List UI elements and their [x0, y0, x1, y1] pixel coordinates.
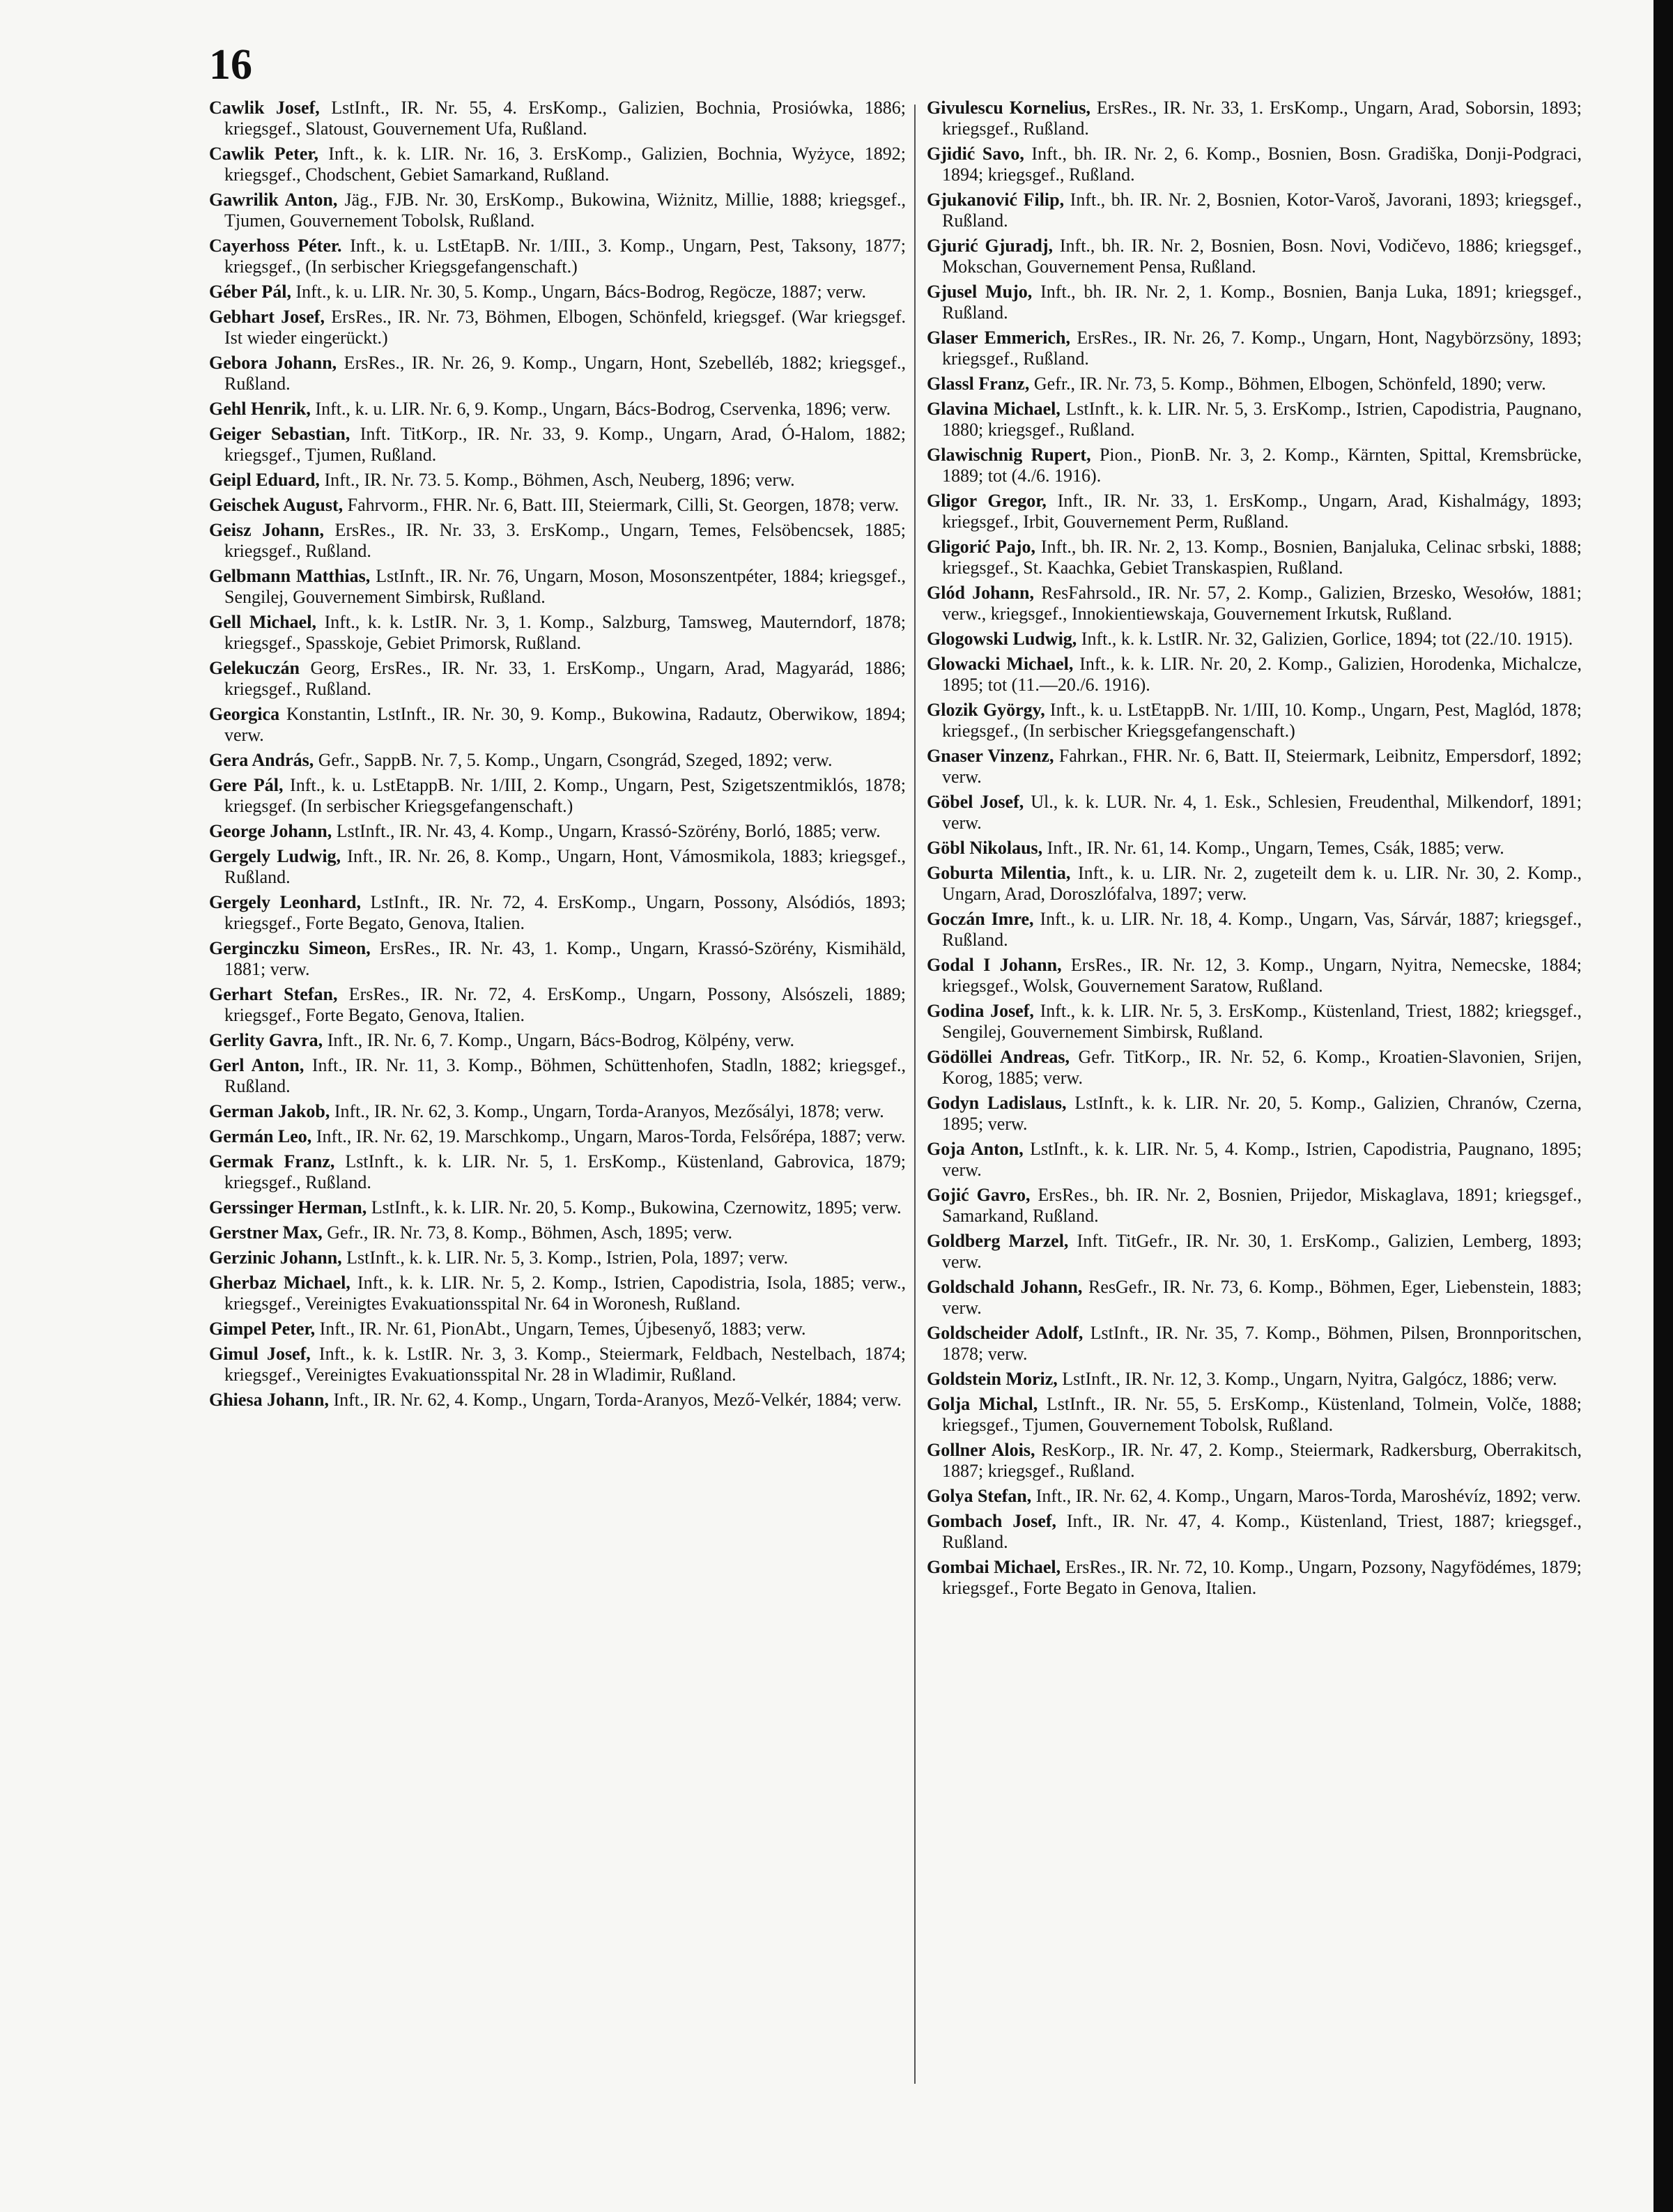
entry-details: Inft., k. u. LIR. Nr. 6, 9. Komp., Ungarn, Bács-Bodrog, Cservenka, 1896; verw. [310, 399, 891, 419]
entry-details: Inft., bh. IR. Nr. 2, 6. Komp., Bosnien, Bosn. Gradiška, Donji-Podgraci, 1894; kriegsgef., Rußland. [942, 144, 1582, 185]
entry-details: Inft., k. u. LstEtappB. Nr. 1/III, 2. Komp., Ungarn, Pest, Szigetszentmiklós, 1878; kriegsgef. (In serbischer Kriegsgefangenschaft.) [224, 775, 906, 816]
register-entry [927, 374, 1582, 394]
entry-name: Godina Josef, [927, 1001, 1034, 1021]
entry-details: Inft., k. u. LstEtappB. Nr. 1/III, 10. Komp., Ungarn, Pest, Maglód, 1878; kriegsgef., (In serbischer Kriegsgefangenschaft.) [942, 700, 1582, 741]
entry-details: LstInft., IR. Nr. 35, 7. Komp., Böhmen, Pilsen, Bronnporitschen, 1878; verw. [942, 1323, 1582, 1364]
register-entry [209, 846, 906, 888]
page-number: 16 [209, 41, 252, 89]
register-entry [927, 792, 1582, 834]
column-divider [914, 105, 916, 2084]
entry-details: LstInft., IR. Nr. 76, Ungarn, Moson, Mosonszentpéter, 1884; kriegsgef., Sengilej, Gouvernement Simbirsk, Rußland. [224, 566, 906, 607]
entry-details: Inft., k. k. LIR. Nr. 16, 3. ErsKomp., Galizien, Bochnia, Wyżyce, 1892; kriegsgef., Chodschent, Gebiet Samarkand, Rußland. [224, 144, 906, 185]
entry-name: Glassl Franz, [927, 374, 1030, 394]
entry-name: Gödöllei Andreas, [927, 1047, 1070, 1067]
register-entry [927, 399, 1582, 440]
entry-name: Glaser Emmerich, [927, 328, 1071, 348]
entry-name: German Jakob, [209, 1101, 330, 1121]
entry-name: Göbl Nikolaus, [927, 838, 1043, 858]
register-entry [209, 307, 906, 348]
entry-details: Inft., bh. IR. Nr. 2, Bosnien, Kotor-Varoš, Javorani, 1893; kriegsgef., Rußland. [942, 190, 1582, 231]
register-entry [209, 1197, 906, 1218]
register-entry [927, 1093, 1582, 1135]
entry-name: Gerssinger Herman, [209, 1197, 367, 1218]
register-entry [927, 144, 1582, 185]
entry-name: George Johann, [209, 821, 332, 841]
register-entry [927, 98, 1582, 139]
entry-name: Gerzinic Johann, [209, 1247, 342, 1268]
entry-details: Inft., bh. IR. Nr. 2, 13. Komp., Bosnien, Banjaluka, Celinac srbski, 1888; kriegsgef., St. Kaachka, Gebiet Transkaspien, Rußland. [942, 537, 1582, 578]
entry-name: Gjukanović Filip, [927, 190, 1065, 210]
entry-name: Golja Michal, [927, 1394, 1038, 1414]
entry-details: Inft., k. k. LIR. Nr. 5, 3. ErsKomp., Küstenland, Triest, 1882; kriegsgef., Sengilej, Gouvernement Simbirsk, Rußland. [942, 1001, 1582, 1042]
entry-details: Inft., k. k. LIR. Nr. 5, 2. Komp., Istrien, Capodistria, Isola, 1885; verw., kriegsgef., Vereinigtes Evakuationsspital Nr. 64 in Woronesh, Rußland. [224, 1273, 906, 1314]
entry-details: Inft., IR. Nr. 62, 19. Marschkomp., Ungarn, Maros-Torda, Felsőrépa, 1887; verw. [311, 1126, 906, 1146]
entry-name: Geiger Sebastian, [209, 424, 350, 444]
entry-name: Gergely Leonhard, [209, 892, 361, 912]
entry-details: Inft., k. u. LIR. Nr. 2, zugeteilt dem k. u. LIR. Nr. 30, 2. Komp., Ungarn, Arad, Doroszlófalva, 1897; verw. [942, 863, 1582, 904]
entry-details: ResKorp., IR. Nr. 47, 2. Komp., Steiermark, Radkersburg, Oberrakitsch, 1887; kriegsgef., Rußland. [942, 1440, 1582, 1481]
register-entry [209, 495, 906, 516]
entry-name: Geischek August, [209, 495, 344, 515]
entry-name: Gerl Anton, [209, 1055, 304, 1075]
entry-details: LstInft., k. k. LIR. Nr. 5, 3. Komp., Istrien, Pola, 1897; verw. [341, 1247, 788, 1268]
register-entry [209, 399, 906, 420]
entry-details: ErsRes., IR. Nr. 43, 1. Komp., Ungarn, Krassó-Szörény, Kismihäld, 1881; verw. [224, 938, 906, 979]
register-entry [209, 566, 906, 608]
register-entry [927, 1047, 1582, 1089]
entry-details: Inft., k. u. LIR. Nr. 30, 5. Komp., Ungarn, Bács-Bodrog, Regöcze, 1887; verw. [291, 282, 867, 302]
entry-name: Gombai Michael, [927, 1557, 1061, 1577]
right-column [927, 98, 1582, 2119]
register-entry [927, 537, 1582, 578]
entry-name: Goczán Imre, [927, 909, 1034, 929]
register-entry [927, 491, 1582, 532]
register-entry [209, 612, 906, 654]
entry-details: Inft., k. k. LIR. Nr. 20, 2. Komp., Galizien, Horodenka, Michalcze, 1895; tot (11.—20./6. 1916). [942, 654, 1582, 695]
register-entry [209, 704, 906, 746]
entry-name: Gergely Ludwig, [209, 846, 341, 866]
entry-details: Pion., PionB. Nr. 3, 2. Komp., Kärnten, Spittal, Kremsbrücke, 1889; tot (4./6. 1916). [942, 445, 1582, 486]
entry-name: Géber Pál, [209, 282, 291, 302]
entry-name: Cayerhoss Péter. [209, 236, 342, 256]
register-entry [209, 144, 906, 185]
register-entry [209, 1101, 906, 1122]
entry-details: Ul., k. k. LUR. Nr. 4, 1. Esk., Schlesien, Freudenthal, Milkendorf, 1891; verw. [942, 792, 1582, 833]
entry-details: Gefr. TitKorp., IR. Nr. 52, 6. Komp., Kroatien-Slavonien, Srijen, Korog, 1885; verw. [942, 1047, 1582, 1088]
register-entry [209, 470, 906, 491]
register-entry [209, 236, 906, 277]
entry-name: Givulescu Kornelius, [927, 98, 1090, 118]
register-entry [209, 520, 906, 562]
register-entry [927, 1557, 1582, 1599]
entry-details: Inft., IR. Nr. 33, 1. ErsKomp., Ungarn, Arad, Kishalmágy, 1893; kriegsgef., Irbit, Gouvernement Perm, Rußland. [942, 491, 1582, 532]
register-entry [927, 863, 1582, 905]
entry-details: Inft., bh. IR. Nr. 2, Bosnien, Bosn. Novi, Vodičevo, 1886; kriegsgef., Mokschan, Gouvernement Pensa, Rußland. [942, 236, 1582, 277]
entry-name: Gell Michael, [209, 612, 316, 632]
entry-details: ErsRes., bh. IR. Nr. 2, Bosnien, Prijedor, Miskaglava, 1891; kriegsgef., Samarkand, Rußland. [942, 1185, 1582, 1226]
register-entry [927, 445, 1582, 486]
entry-details: ResFahrsold., IR. Nr. 57, 2. Komp., Galizien, Brzesko, Wesołów, 1881; verw., kriegsgef., Innokientiewskaja, Gouvernement Irkutsk, Rußland. [942, 583, 1582, 624]
entry-name: Göbel Josef, [927, 792, 1024, 812]
entry-details: Fahrkan., FHR. Nr. 6, Batt. II, Steiermark, Leibnitz, Empersdorf, 1892; verw. [942, 746, 1582, 787]
entry-name: Gere Pál, [209, 775, 284, 795]
entry-name: Gjurić Gjuradj, [927, 236, 1054, 256]
entry-name: Goldberg Marzel, [927, 1231, 1069, 1251]
entry-details: ErsRes., IR. Nr. 33, 1. ErsKomp., Ungarn, Arad, Soborsin, 1893; kriegsgef., Rußland. [942, 98, 1582, 139]
register-entry [209, 1030, 906, 1051]
entry-name: Gerginczku Simeon, [209, 938, 371, 958]
entry-details: LstInft., IR. Nr. 55, 5. ErsKomp., Küstenland, Tolmein, Volče, 1888; kriegsgef., Tjumen, Gouvernement Tobolsk, Rußland. [942, 1394, 1582, 1435]
register-entry [209, 1151, 906, 1193]
entry-details: Inft., IR. Nr. 62, 4. Komp., Ungarn, Torda-Aranyos, Mező-Velkér, 1884; verw. [328, 1390, 902, 1410]
register-entry [209, 775, 906, 817]
entry-name: Gebhart Josef, [209, 307, 325, 327]
register-entry [209, 1273, 906, 1314]
entry-name: Cawlik Josef, [209, 98, 320, 118]
entry-details: Gefr., IR. Nr. 73, 5. Komp., Böhmen, Elbogen, Schönfeld, 1890; verw. [1029, 374, 1546, 394]
entry-details: LstInft., k. k. LIR. Nr. 5, 3. ErsKomp., Istrien, Capodistria, Paugnano, 1880; kriegsgef., Rußland. [942, 399, 1582, 440]
entry-details: Jäg., FJB. Nr. 30, ErsKomp., Bukowina, Wiżnitz, Millie, 1888; kriegsgef., Tjumen, Gouvernement Tobolsk, Rußland. [224, 190, 906, 231]
register-entry [209, 282, 906, 302]
register-entry [209, 938, 906, 980]
register-entry [927, 909, 1582, 951]
entry-details: Konstantin, LstInft., IR. Nr. 30, 9. Komp., Bukowina, Radautz, Oberwikow, 1894; verw. [224, 704, 906, 745]
entry-name: Goja Anton, [927, 1139, 1024, 1159]
entry-details: ErsRes., IR. Nr. 12, 3. Komp., Ungarn, Nyitra, Nemecske, 1884; kriegsgef., Wolsk, Gouvernement Saratow, Rußland. [942, 955, 1582, 996]
entry-name: Geipl Eduard, [209, 470, 320, 490]
register-entry [927, 746, 1582, 788]
entry-name: Goburta Milentia, [927, 863, 1071, 883]
entry-name: Gerhart Stefan, [209, 984, 338, 1004]
register-entry [209, 1344, 906, 1385]
entry-name: Gawrilik Anton, [209, 190, 338, 210]
entry-details: ErsRes., IR. Nr. 26, 9. Komp., Ungarn, Hont, Szebelléb, 1882; kriegsgef., Rußland. [224, 353, 906, 394]
register-entry [209, 98, 906, 139]
entry-name: Gerlity Gavra, [209, 1030, 323, 1050]
entry-name: Gligorić Pajo, [927, 537, 1035, 557]
register-entry [927, 1486, 1582, 1507]
entry-name: Germán Leo, [209, 1126, 312, 1146]
entry-details: LstInft., IR. Nr. 55, 4. ErsKomp., Galizien, Bochnia, Prosiówka, 1886; kriegsgef., Slatoust, Gouvernement Ufa, Rußland. [224, 98, 906, 139]
register-entry [927, 654, 1582, 696]
entry-name: Goldschald Johann, [927, 1277, 1083, 1297]
register-entry [927, 190, 1582, 231]
register-entry [927, 1440, 1582, 1482]
entry-name: Gera András, [209, 750, 314, 770]
entry-details: LstInft., IR. Nr. 72, 4. ErsKomp., Ungarn, Possony, Alsódiós, 1893; kriegsgef., Forte Begato, Genova, Italien. [224, 892, 906, 933]
entry-name: Cawlik Peter, [209, 144, 319, 164]
register-entry [927, 1001, 1582, 1043]
entry-details: ErsRes., IR. Nr. 26, 7. Komp., Ungarn, Hont, Nagybörzsöny, 1893; kriegsgef., Rußland. [942, 328, 1582, 369]
entry-details: LstInft., k. k. LIR. Nr. 5, 1. ErsKomp., Küstenland, Gabrovica, 1879; kriegsgef., Rußland. [224, 1151, 906, 1192]
entry-name: Gerstner Max, [209, 1222, 323, 1243]
entry-name: Gligor Gregor, [927, 491, 1047, 511]
entry-details: Inft., IR. Nr. 62, 4. Komp., Ungarn, Maros-Torda, Maroshévíz, 1892; verw. [1031, 1486, 1581, 1506]
entry-details: Inft., k. k. LstIR. Nr. 3, 1. Komp., Salzburg, Tamsweg, Mauterndorf, 1878; kriegsgef., Spasskoje, Gebiet Primorsk, Rußland. [224, 612, 906, 653]
entry-details: Inft. TitKorp., IR. Nr. 33, 9. Komp., Ungarn, Arad, Ó-Halom, 1882; kriegsgef., Tjumen, Rußland. [224, 424, 906, 465]
register-entry [927, 1231, 1582, 1273]
entry-details: Inft., IR. Nr. 61, 14. Komp., Ungarn, Temes, Csák, 1885; verw. [1042, 838, 1504, 858]
entry-name: Gollner Alois, [927, 1440, 1035, 1460]
register-entry [927, 700, 1582, 742]
register-entry [209, 1055, 906, 1097]
entry-name: Gjidić Savo, [927, 144, 1024, 164]
left-column [209, 98, 906, 2119]
entry-name: Geisz Johann, [209, 520, 325, 540]
register-entry [209, 658, 906, 700]
entry-details: LstInft., IR. Nr. 43, 4. Komp., Ungarn, Krassó-Szörény, Borló, 1885; verw. [332, 821, 881, 841]
register-entry [209, 424, 906, 466]
entry-name: Gnaser Vinzenz, [927, 746, 1054, 766]
entry-name: Gelbmann Matthias, [209, 566, 371, 586]
entry-details: LstInft., k. k. LIR. Nr. 20, 5. Komp., Bukowina, Czernowitz, 1895; verw. [367, 1197, 902, 1218]
entry-details: LstInft., k. k. LIR. Nr. 5, 4. Komp., Istrien, Capodistria, Paugnano, 1895; verw. [942, 1139, 1582, 1180]
entry-name: Georgica [209, 704, 280, 724]
entry-name: Germak Franz, [209, 1151, 335, 1172]
register-entry [927, 955, 1582, 997]
register-entry [927, 1323, 1582, 1365]
register-entry [209, 821, 906, 842]
entry-name: Glawischnig Rupert, [927, 445, 1091, 465]
entry-name: Glozik György, [927, 700, 1045, 720]
entry-name: Gehl Henrik, [209, 399, 311, 419]
entry-name: Goldstein Moriz, [927, 1369, 1058, 1389]
entry-name: Gimul Josef, [209, 1344, 311, 1364]
register-entry [927, 1369, 1582, 1390]
entry-name: Glogowski Ludwig, [927, 629, 1077, 649]
entry-details: ErsRes., IR. Nr. 72, 4. ErsKomp., Ungarn, Possony, Alsószeli, 1889; kriegsgef., Forte Begato, Genova, Italien. [224, 984, 906, 1025]
register-entry [927, 838, 1582, 859]
entry-name: Glowacki Michael, [927, 654, 1074, 674]
register-entry [209, 750, 906, 771]
entry-details: Inft., IR. Nr. 26, 8. Komp., Ungarn, Hont, Vámosmikola, 1883; kriegsgef., Rußland. [224, 846, 906, 887]
entry-name: Gherbaz Michael, [209, 1273, 350, 1293]
register-entry [209, 1319, 906, 1339]
entry-details: Inft., IR. Nr. 47, 4. Komp., Küstenland, Triest, 1887; kriegsgef., Rußland. [942, 1511, 1582, 1552]
entry-name: Goldscheider Adolf, [927, 1323, 1084, 1343]
scan-edge [1653, 0, 1673, 2212]
register-entry [209, 1126, 906, 1147]
register-entry [927, 1277, 1582, 1319]
entry-name: Glód Johann, [927, 583, 1034, 603]
entry-details: Gefr., SappB. Nr. 7, 5. Komp., Ungarn, Csongrád, Szeged, 1892; verw. [314, 750, 833, 770]
entry-name: Godal I Johann, [927, 955, 1062, 975]
register-entry [209, 984, 906, 1026]
entry-name: Gimpel Peter, [209, 1319, 316, 1339]
register-entry [209, 1247, 906, 1268]
entry-details: Inft., k. u. LIR. Nr. 18, 4. Komp., Ungarn, Vas, Sárvár, 1887; kriegsgef., Rußland. [942, 909, 1582, 950]
entry-details: Inft. TitGefr., IR. Nr. 30, 1. ErsKomp., Galizien, Lemberg, 1893; verw. [942, 1231, 1582, 1272]
entry-details: LstInft., IR. Nr. 12, 3. Komp., Ungarn, Nyitra, Galgócz, 1886; verw. [1057, 1369, 1557, 1389]
entry-name: Godyn Ladislaus, [927, 1093, 1067, 1113]
entry-details: ErsRes., IR. Nr. 72, 10. Komp., Ungarn, Pozsony, Nagyfödémes, 1879; kriegsgef., Forte Begato in Genova, Italien. [942, 1557, 1582, 1598]
register-entry [209, 1222, 906, 1243]
entry-details: Inft., IR. Nr. 61, PionAbt., Ungarn, Temes, Újbesenyő, 1883; verw. [315, 1319, 806, 1339]
entry-name: Gelekuczán [209, 658, 300, 678]
entry-name: Glavina Michael, [927, 399, 1061, 419]
entry-details: Inft., IR. Nr. 11, 3. Komp., Böhmen, Schüttenhofen, Stadln, 1882; kriegsgef., Rußland. [224, 1055, 906, 1096]
register-entry [927, 1139, 1582, 1181]
entry-details: ErsRes., IR. Nr. 73, Böhmen, Elbogen, Schönfeld, kriegsgef. (War kriegsgef. Ist wieder eingerückt.) [224, 307, 906, 348]
register-entry [209, 353, 906, 394]
entry-details: Gefr., IR. Nr. 73, 8. Komp., Böhmen, Asch, 1895; verw. [322, 1222, 733, 1243]
entry-name: Gombach Josef, [927, 1511, 1057, 1531]
entry-details: Fahrvorm., FHR. Nr. 6, Batt. III, Steiermark, Cilli, St. Georgen, 1878; verw. [343, 495, 900, 515]
entry-details: Inft., k. u. LstEtapB. Nr. 1/III., 3. Komp., Ungarn, Pest, Taksony, 1877; kriegsgef., (In serbischer Kriegsgefangenschaft.) [224, 236, 906, 277]
entry-name: Gojić Gavro, [927, 1185, 1031, 1205]
entry-name: Gjusel Mujo, [927, 282, 1033, 302]
register-entry [927, 1511, 1582, 1553]
register-entry [209, 190, 906, 231]
entry-details: Inft., IR. Nr. 62, 3. Komp., Ungarn, Torda-Aranyos, Mezősályi, 1878; verw. [330, 1101, 884, 1121]
register-entry [927, 282, 1582, 323]
entry-details: ErsRes., IR. Nr. 33, 3. ErsKomp., Ungarn, Temes, Felsöbencsek, 1885; kriegsgef., Rußland. [224, 520, 906, 561]
register-entry [209, 892, 906, 934]
entry-details: Inft., IR. Nr. 6, 7. Komp., Ungarn, Bács-Bodrog, Kölpény, verw. [323, 1030, 795, 1050]
entry-details: LstInft., k. k. LIR. Nr. 20, 5. Komp., Galizien, Chranów, Czerna, 1895; verw. [942, 1093, 1582, 1134]
register-entry [927, 583, 1582, 624]
entry-details: Inft., bh. IR. Nr. 2, 1. Komp., Bosnien, Banja Luka, 1891; kriegsgef., Rußland. [942, 282, 1582, 323]
register-entry [927, 236, 1582, 277]
entry-name: Ghiesa Johann, [209, 1390, 329, 1410]
register-entry [927, 328, 1582, 369]
register-entry [927, 1185, 1582, 1227]
entry-details: ResGefr., IR. Nr. 73, 6. Komp., Böhmen, Eger, Liebenstein, 1883; verw. [942, 1277, 1582, 1318]
entry-name: Golya Stefan, [927, 1486, 1032, 1506]
entry-details: Inft., k. k. LstIR. Nr. 32, Galizien, Gorlice, 1894; tot (22./10. 1915). [1077, 629, 1573, 649]
register-entry [927, 629, 1582, 650]
entry-details: Inft., IR. Nr. 73. 5. Komp., Böhmen, Asch, Neuberg, 1896; verw. [319, 470, 795, 490]
entry-details: Inft., k. k. LstIR. Nr. 3, 3. Komp., Steiermark, Feldbach, Nestelbach, 1874; kriegsgef., Vereinigtes Evakuationsspital Nr. 28 in Wladimir, Rußland. [224, 1344, 906, 1385]
entry-details: Georg, ErsRes., IR. Nr. 33, 1. ErsKomp., Ungarn, Arad, Magyarád, 1886; kriegsgef., Rußland. [224, 658, 906, 699]
register-entry [927, 1394, 1582, 1436]
entry-name: Gebora Johann, [209, 353, 337, 373]
register-entry [209, 1390, 906, 1411]
